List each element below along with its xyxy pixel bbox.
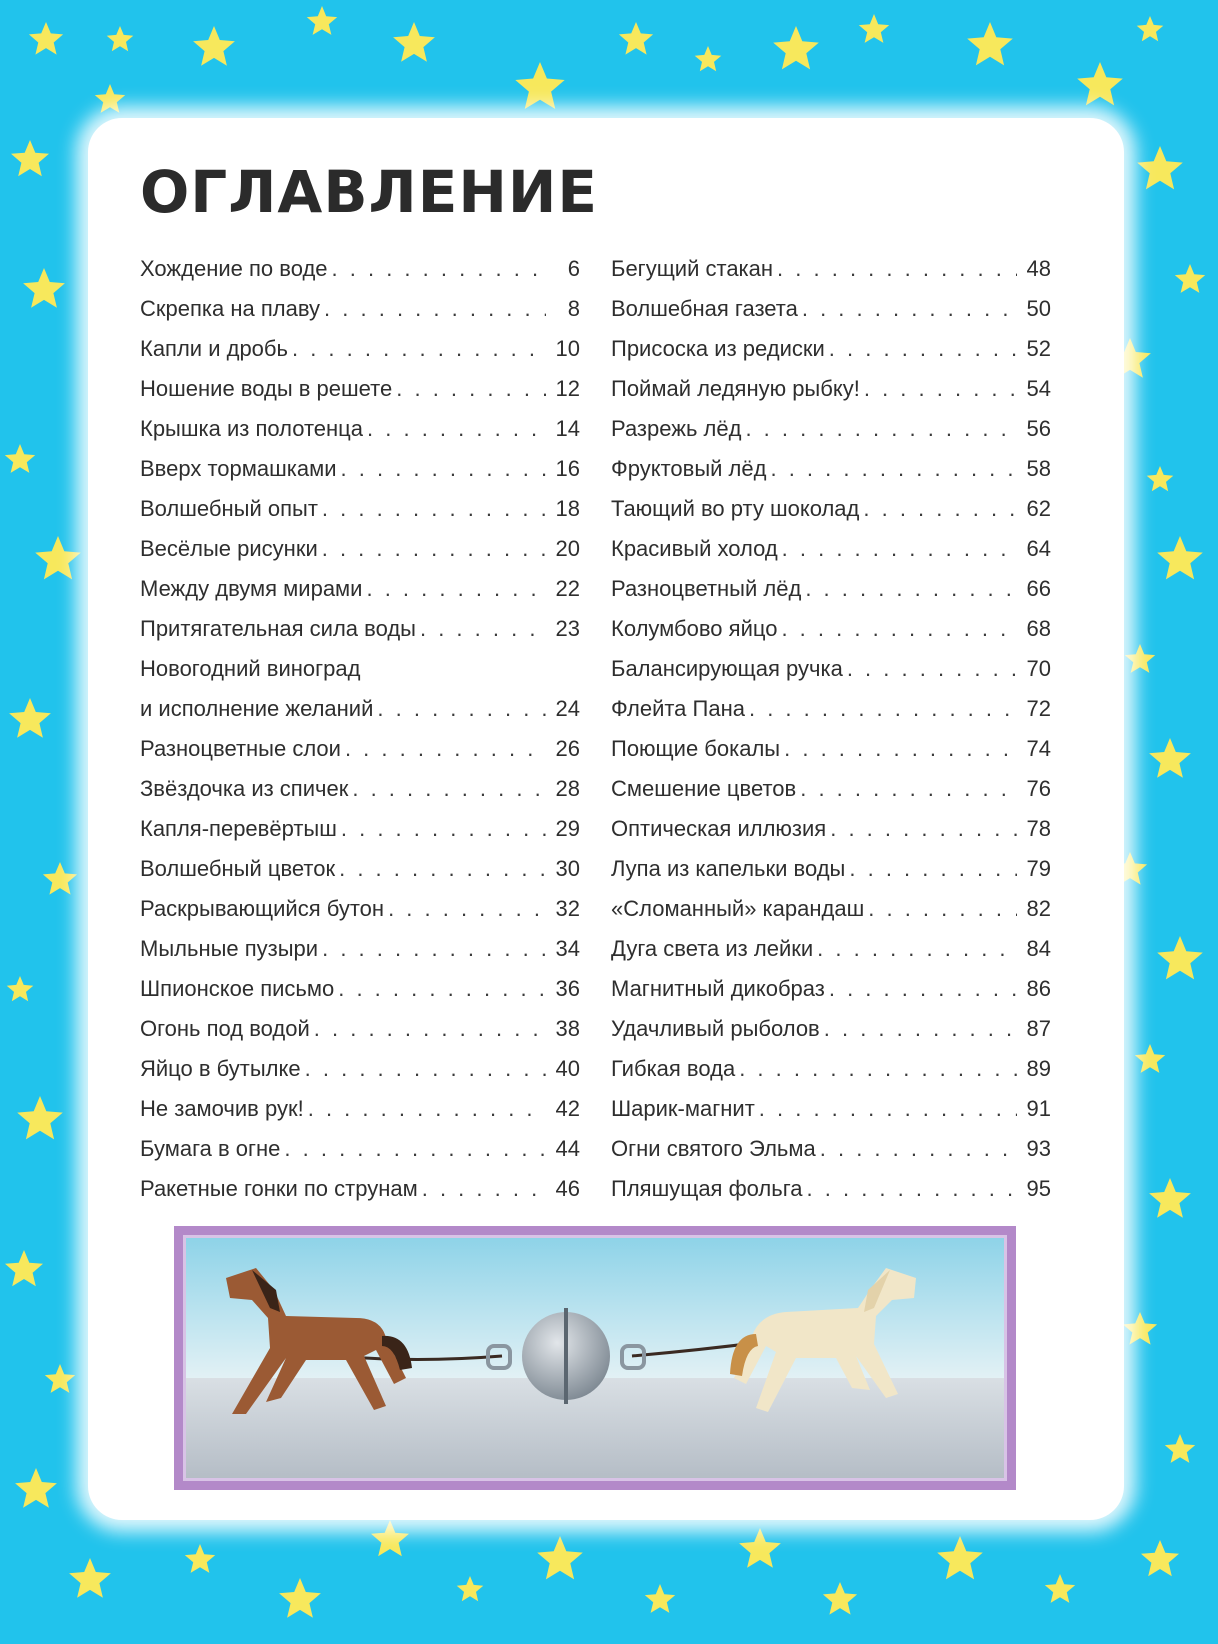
toc-leader-dots xyxy=(345,736,546,762)
star-icon xyxy=(457,1576,484,1601)
toc-entry-title: Капля-перевёртыш xyxy=(140,816,337,841)
toc-leader-dots xyxy=(749,696,1017,722)
star-icon xyxy=(1165,1434,1195,1463)
star-icon xyxy=(9,698,51,738)
toc-entry-title: Балансирующая ручка xyxy=(611,656,843,681)
toc-page-number: 18 xyxy=(555,496,580,521)
toc-page-number: 46 xyxy=(555,1176,580,1201)
toc-entry[interactable] xyxy=(611,936,1051,976)
toc-entry[interactable] xyxy=(611,336,1051,376)
star-icon xyxy=(967,22,1013,65)
toc-entry[interactable] xyxy=(140,296,580,336)
toc-leader-dots xyxy=(782,536,1017,562)
toc-leader-dots xyxy=(864,376,1017,402)
toc-entry[interactable] xyxy=(611,1096,1051,1136)
toc-page-number: 10 xyxy=(555,336,580,361)
star-icon xyxy=(1137,16,1164,41)
toc-entry[interactable] xyxy=(611,536,1051,576)
toc-leader-dots xyxy=(324,296,546,322)
toc-entry-title: Пляшущая фольга xyxy=(611,1176,803,1201)
toc-entry-title: Лупа из капельки воды xyxy=(611,856,846,881)
toc-page-number: 70 xyxy=(1026,656,1051,681)
toc-page-number: 56 xyxy=(1026,416,1051,441)
toc-page-number: 66 xyxy=(1026,576,1051,601)
toc-leader-dots xyxy=(849,856,1017,882)
toc-entry[interactable] xyxy=(140,576,580,616)
star-icon xyxy=(393,22,435,62)
toc-page-number: 95 xyxy=(1026,1176,1051,1201)
toc-entry-title: Новогодний виноград xyxy=(140,656,361,681)
toc-leader-dots xyxy=(817,936,1017,962)
toc-entry[interactable] xyxy=(140,1016,580,1056)
star-icon xyxy=(1149,1178,1191,1218)
toc-leader-dots xyxy=(770,456,1017,482)
horses-pulling-magdeburg-hemispheres-icon xyxy=(186,1238,1004,1478)
toc-leader-dots xyxy=(863,496,1017,522)
toc-entry-title: Звёздочка из спичек xyxy=(140,776,349,801)
toc-page-number: 76 xyxy=(1026,776,1051,801)
star-icon xyxy=(1149,738,1191,778)
toc-page-number: 29 xyxy=(555,816,580,841)
toc-entry[interactable] xyxy=(140,456,580,496)
star-icon xyxy=(739,1528,781,1568)
star-icon xyxy=(937,1536,983,1579)
star-icon xyxy=(23,268,65,308)
toc-entry-title: Ношение воды в решете xyxy=(140,376,393,401)
star-icon xyxy=(193,26,235,66)
toc-page-number: 93 xyxy=(1026,1136,1051,1161)
toc-entry-title: и исполнение желаний xyxy=(140,696,374,721)
toc-leader-dots xyxy=(377,696,546,722)
toc-page-number: 22 xyxy=(555,576,580,601)
toc-leader-dots xyxy=(322,496,546,522)
toc-entry[interactable] xyxy=(611,416,1051,456)
toc-leader-dots xyxy=(739,1056,1017,1082)
toc-page-number: 48 xyxy=(1026,256,1051,281)
toc-entry[interactable] xyxy=(611,296,1051,336)
toc-entry[interactable] xyxy=(611,656,1051,696)
toc-entry[interactable] xyxy=(140,856,580,896)
star-icon xyxy=(69,1558,111,1598)
star-icon xyxy=(371,1520,409,1556)
star-icon xyxy=(1137,146,1183,189)
star-icon xyxy=(5,444,35,473)
toc-entry-title: Фруктовый лёд xyxy=(611,456,767,481)
toc-leader-dots xyxy=(802,296,1017,322)
star-icon xyxy=(1175,264,1205,293)
toc-page-number: 44 xyxy=(555,1136,580,1161)
toc-page-number: 79 xyxy=(1026,856,1051,881)
toc-entry-title: Разноцветный лёд xyxy=(611,576,802,601)
toc-leader-dots xyxy=(847,656,1017,682)
star-icon xyxy=(5,1250,43,1286)
toc-leader-dots xyxy=(420,616,546,642)
toc-page-number: 26 xyxy=(555,736,580,761)
toc-leader-dots xyxy=(422,1176,546,1202)
toc-entry-title: Флейта Пана xyxy=(611,696,745,721)
toc-entry[interactable] xyxy=(611,696,1051,736)
toc-entry[interactable] xyxy=(611,736,1051,776)
toc-entry-title: Мыльные пузыри xyxy=(140,936,319,961)
toc-leader-dots xyxy=(284,1136,546,1162)
toc-page-number: 28 xyxy=(555,776,580,801)
toc-entry[interactable] xyxy=(140,496,580,536)
toc-entry[interactable] xyxy=(140,776,580,816)
toc-entry[interactable] xyxy=(140,696,580,736)
toc-page-number: 34 xyxy=(555,936,580,961)
star-icon xyxy=(1157,536,1203,579)
toc-entry-title: Поющие бокалы xyxy=(611,736,781,761)
toc-leader-dots xyxy=(759,1096,1017,1122)
toc-page-number: 68 xyxy=(1026,616,1051,641)
toc-entry[interactable] xyxy=(611,456,1051,496)
star-icon xyxy=(35,536,81,579)
toc-column-left xyxy=(140,256,580,1216)
illustration-frame xyxy=(174,1226,1016,1490)
toc-entry-title: Между двумя мирами xyxy=(140,576,363,601)
toc-entry-title: Весёлые рисунки xyxy=(140,536,318,561)
toc-entry-title: Шпионское письмо xyxy=(140,976,335,1001)
toc-entry-title: Огни святого Эльма xyxy=(611,1136,816,1161)
star-icon xyxy=(537,1536,583,1579)
toc-page-number: 74 xyxy=(1026,736,1051,761)
toc-entry-title: Раскрывающийся бутон xyxy=(140,896,385,921)
toc-page-number: 82 xyxy=(1026,896,1051,921)
toc-leader-dots xyxy=(341,816,546,842)
star-icon xyxy=(29,22,63,55)
star-icon xyxy=(1157,936,1203,979)
toc-entry[interactable] xyxy=(611,776,1051,816)
toc-leader-dots xyxy=(305,1056,546,1082)
toc-page-number: 20 xyxy=(555,536,580,561)
toc-leader-dots xyxy=(367,416,546,442)
toc-page-number: 8 xyxy=(567,296,580,321)
toc-leader-dots xyxy=(322,536,546,562)
toc-page-number: 42 xyxy=(555,1096,580,1121)
toc-entry-title: Поймай ледяную рыбку! xyxy=(611,376,860,401)
toc-entry-title: Капли и дробь xyxy=(140,336,288,361)
toc-leader-dots xyxy=(830,816,1017,842)
toc-leader-dots xyxy=(800,776,1017,802)
toc-page-number: 78 xyxy=(1026,816,1051,841)
toc-page-number: 23 xyxy=(555,616,580,641)
toc-leader-dots xyxy=(777,256,1017,282)
toc-leader-dots xyxy=(339,856,546,882)
star-icon xyxy=(307,6,337,35)
toc-entry[interactable] xyxy=(611,976,1051,1016)
toc-page-number: 24 xyxy=(555,696,580,721)
toc-entry-title: Присоска из редиски xyxy=(611,336,825,361)
toc-entry[interactable] xyxy=(140,256,580,296)
toc-entry[interactable] xyxy=(140,1136,580,1176)
toc-entry[interactable] xyxy=(140,536,580,576)
toc-leader-dots xyxy=(332,256,546,282)
toc-leader-dots xyxy=(829,976,1017,1002)
toc-entry[interactable] xyxy=(611,576,1051,616)
toc-entry-title: Тающий во рту шоколад xyxy=(611,496,860,521)
toc-page-number: 36 xyxy=(555,976,580,1001)
star-icon xyxy=(15,1468,57,1508)
toc-entry[interactable] xyxy=(140,736,580,776)
toc-entry-title: Хождение по воде xyxy=(140,256,328,281)
toc-leader-dots xyxy=(352,776,546,802)
toc-entry[interactable] xyxy=(140,376,580,416)
toc-entry[interactable] xyxy=(611,816,1051,856)
star-icon xyxy=(45,1364,75,1393)
star-icon xyxy=(823,1582,857,1615)
star-icon xyxy=(1141,1540,1179,1576)
toc-page-number: 40 xyxy=(555,1056,580,1081)
toc-page-number: 64 xyxy=(1026,536,1051,561)
star-icon xyxy=(695,46,722,71)
toc-entry[interactable] xyxy=(140,976,580,1016)
toc-page-number: 38 xyxy=(555,1016,580,1041)
toc-page-number: 32 xyxy=(555,896,580,921)
toc-page-number: 91 xyxy=(1026,1096,1051,1121)
toc-entry-title: Крышка из полотенца xyxy=(140,416,364,441)
toc-entry[interactable] xyxy=(140,1096,580,1136)
toc-page-number: 84 xyxy=(1026,936,1051,961)
toc-entry[interactable] xyxy=(611,616,1051,656)
toc-entry[interactable] xyxy=(611,1056,1051,1096)
toc-entry-title: Яйцо в бутылке xyxy=(140,1056,301,1081)
toc-entry-title: Волшебный опыт xyxy=(140,496,318,521)
star-icon xyxy=(11,140,49,176)
toc-entry-title: Огонь под водой xyxy=(140,1016,310,1041)
toc-leader-dots xyxy=(805,576,1017,602)
toc-entry[interactable] xyxy=(140,336,580,376)
toc-entry-title: Гибкая вода xyxy=(611,1056,736,1081)
toc-entry[interactable] xyxy=(611,1136,1051,1176)
toc-column-right xyxy=(611,256,1051,1216)
toc-entry[interactable] xyxy=(611,256,1051,296)
star-icon xyxy=(279,1578,321,1618)
toc-leader-dots xyxy=(824,1016,1017,1042)
toc-entry-title: Скрепка на плаву xyxy=(140,296,321,321)
star-icon xyxy=(43,862,77,895)
toc-leader-dots xyxy=(829,336,1017,362)
star-icon xyxy=(185,1544,215,1573)
toc-leader-dots xyxy=(322,936,546,962)
toc-entry[interactable] xyxy=(140,896,580,936)
toc-entry-title: Вверх тормашками xyxy=(140,456,337,481)
star-icon xyxy=(7,976,34,1001)
toc-page-number: 87 xyxy=(1026,1016,1051,1041)
toc-entry-title: Ракетные гонки по струнам xyxy=(140,1176,418,1201)
toc-entry[interactable] xyxy=(140,1176,580,1216)
toc-entry-title: Разноцветные слои xyxy=(140,736,341,761)
star-icon xyxy=(107,26,134,51)
toc-entry-title: Не замочив рук! xyxy=(140,1096,304,1121)
toc-leader-dots xyxy=(314,1016,546,1042)
star-icon xyxy=(1147,466,1174,491)
toc-entry[interactable] xyxy=(611,896,1051,936)
toc-entry[interactable] xyxy=(140,416,580,456)
toc-leader-dots xyxy=(341,456,546,482)
toc-entry-title: Притягательная сила воды xyxy=(140,616,416,641)
toc-entry-title: Смешение цветов xyxy=(611,776,797,801)
toc-page-number: 12 xyxy=(555,376,580,401)
toc-entry-title: Оптическая иллюзия xyxy=(611,816,827,841)
toc-entry[interactable] xyxy=(140,816,580,856)
toc-page-number: 30 xyxy=(555,856,580,881)
toc-entry-title: Красивый холод xyxy=(611,536,778,561)
toc-entry-title: Удачливый рыболов xyxy=(611,1016,820,1041)
toc-entry-title: Волшебная газета xyxy=(611,296,798,321)
toc-page-number: 16 xyxy=(555,456,580,481)
toc-entry-title: Разрежь лёд xyxy=(611,416,742,441)
toc-entry-title: Дуга света из лейки xyxy=(611,936,814,961)
toc-entry[interactable] xyxy=(611,1016,1051,1056)
toc-entry[interactable] xyxy=(611,496,1051,536)
toc-leader-dots xyxy=(308,1096,546,1122)
star-icon xyxy=(619,22,653,55)
toc-entry[interactable] xyxy=(140,656,580,696)
toc-page-number: 14 xyxy=(555,416,580,441)
toc-page-number: 50 xyxy=(1026,296,1051,321)
toc-page-number: 86 xyxy=(1026,976,1051,1001)
star-icon xyxy=(95,84,125,113)
toc-leader-dots xyxy=(745,416,1017,442)
toc-page-number: 72 xyxy=(1026,696,1051,721)
star-icon xyxy=(1125,644,1155,673)
toc-page-number: 58 xyxy=(1026,456,1051,481)
toc-entry-title: Бегущий стакан xyxy=(611,256,774,281)
toc-entry[interactable] xyxy=(611,856,1051,896)
star-icon xyxy=(645,1584,675,1613)
toc-page-number: 54 xyxy=(1026,376,1051,401)
toc-entry[interactable] xyxy=(140,1056,580,1096)
toc-leader-dots xyxy=(338,976,546,1002)
star-icon xyxy=(1135,1044,1165,1073)
toc-leader-dots xyxy=(292,336,546,362)
toc-entry-title: Волшебный цветок xyxy=(140,856,336,881)
toc-page-number: 89 xyxy=(1026,1056,1051,1081)
toc-leader-dots xyxy=(807,1176,1017,1202)
toc-entry[interactable] xyxy=(140,616,580,656)
toc-leader-dots xyxy=(781,616,1017,642)
toc-page-number: 52 xyxy=(1026,336,1051,361)
toc-entry[interactable] xyxy=(611,376,1051,416)
toc-page-number: 62 xyxy=(1026,496,1051,521)
star-icon xyxy=(859,14,889,43)
star-icon xyxy=(1123,1312,1157,1345)
star-icon xyxy=(1045,1574,1075,1603)
toc-leader-dots xyxy=(396,376,546,402)
toc-page-number: 6 xyxy=(567,256,580,281)
toc-leader-dots xyxy=(784,736,1017,762)
star-icon xyxy=(17,1096,63,1139)
toc-entry-title: «Сломанный» карандаш xyxy=(611,896,865,921)
ground xyxy=(186,1378,1004,1478)
star-icon xyxy=(773,26,819,69)
page-title: ОГЛАВЛЕНИЕ xyxy=(140,158,599,226)
toc-entry-title: Магнитный дикобраз xyxy=(611,976,825,1001)
star-icon xyxy=(1077,62,1123,105)
toc-entry-title: Шарик-магнит xyxy=(611,1096,755,1121)
toc-entry[interactable] xyxy=(140,936,580,976)
toc-entry[interactable] xyxy=(611,1176,1051,1216)
toc-leader-dots xyxy=(820,1136,1017,1162)
toc-leader-dots xyxy=(388,896,546,922)
toc-leader-dots xyxy=(868,896,1017,922)
toc-leader-dots xyxy=(366,576,546,602)
toc-entry-title: Колумбово яйцо xyxy=(611,616,778,641)
toc-entry-title: Бумага в огне xyxy=(140,1136,281,1161)
star-icon xyxy=(515,62,564,109)
